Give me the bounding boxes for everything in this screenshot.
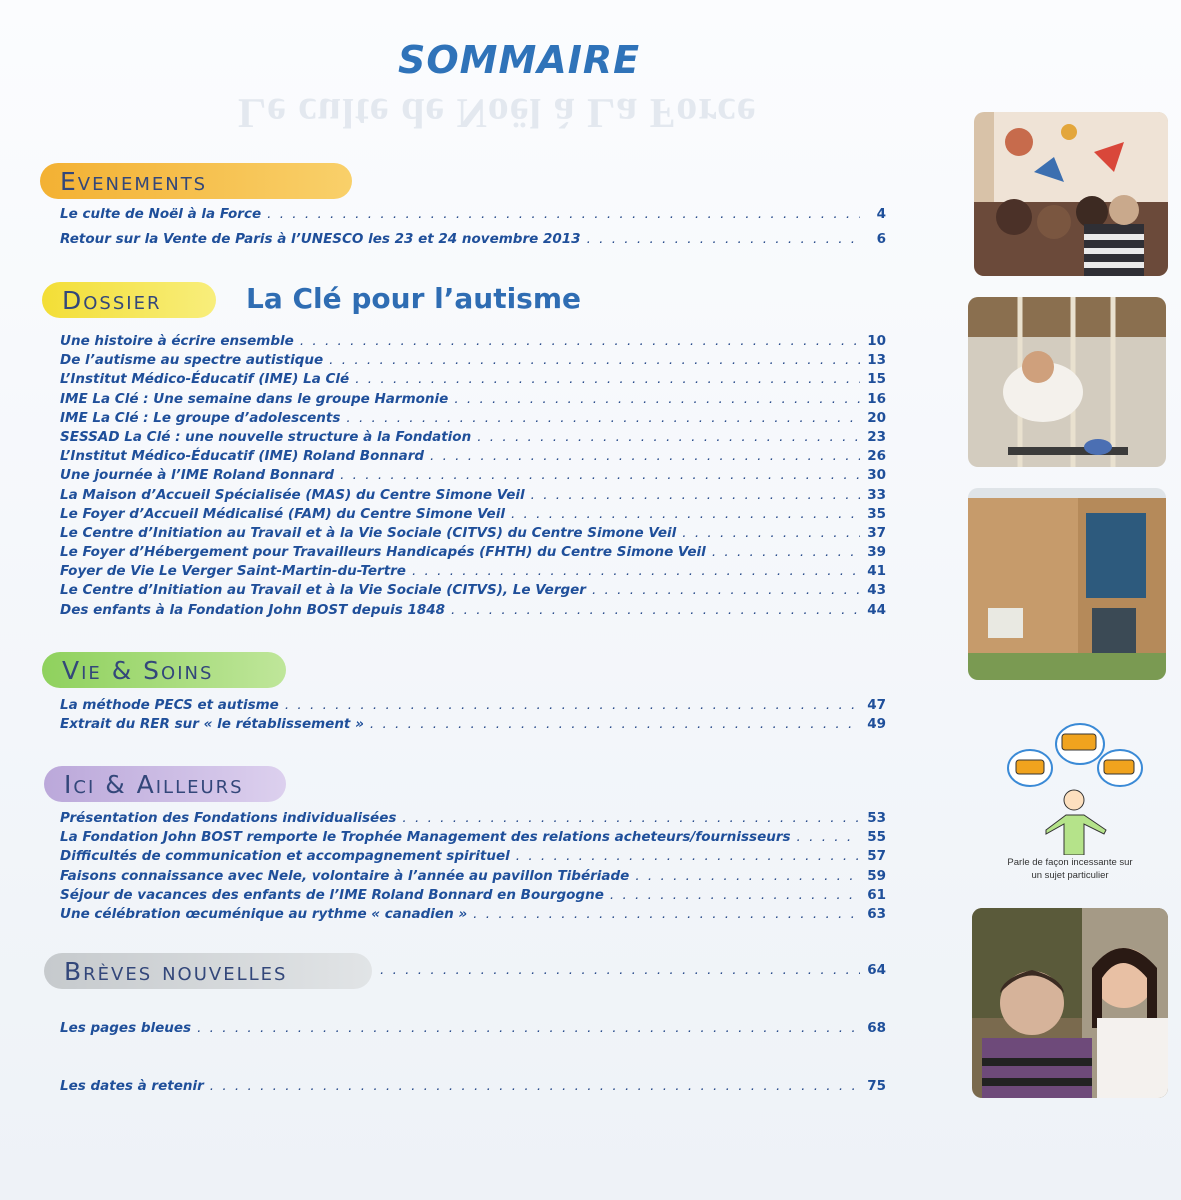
leader-dots bbox=[712, 544, 860, 560]
toc-page-number: 75 bbox=[867, 1078, 886, 1094]
leader-dots bbox=[402, 810, 860, 826]
toc-page-number: 68 bbox=[867, 1020, 886, 1036]
leader-dots bbox=[329, 352, 860, 368]
toc-page-number: 41 bbox=[867, 563, 886, 580]
photo-building bbox=[968, 488, 1166, 680]
toc-entry-title: Des enfants à la Fondation John BOST depuis 1848 bbox=[60, 601, 446, 618]
toc-entry-title: Les pages bleues bbox=[60, 1020, 192, 1036]
toc-entry-title: La Fondation John BOST remporte le Trophée Management des relations acheteurs/fournisseurs bbox=[60, 829, 791, 846]
toc-page-number: 10 bbox=[867, 333, 886, 349]
toc-page-number: 43 bbox=[867, 582, 886, 599]
toc-evenements bbox=[60, 206, 886, 250]
toc-row[interactable] bbox=[60, 906, 886, 925]
toc-row[interactable] bbox=[60, 410, 886, 429]
toc-row[interactable] bbox=[60, 602, 886, 621]
section-label: Brèves nouvelles bbox=[64, 956, 288, 986]
toc-entry-title: SESSAD La Clé : une nouvelle structure à la Fondation bbox=[60, 428, 472, 445]
leader-dots bbox=[587, 231, 860, 247]
toc-row[interactable] bbox=[60, 1020, 886, 1039]
show-through-text: Le culte de Noël à La Force bbox=[238, 89, 757, 135]
leader-dots bbox=[300, 333, 860, 349]
leader-dots bbox=[477, 429, 860, 445]
section-label: Ici & Ailleurs bbox=[64, 769, 244, 799]
toc-entry-title: Faisons connaissance avec Nele, volontaire à l’année au pavillon Tibériade bbox=[60, 867, 630, 884]
toc-page-number: 49 bbox=[867, 716, 886, 733]
toc-page-number: 15 bbox=[867, 371, 886, 388]
toc-entry-title: Le culte de Noël à la Force bbox=[60, 206, 262, 222]
toc-page-number: 35 bbox=[867, 505, 886, 522]
toc-page-number: 59 bbox=[867, 867, 886, 884]
toc-row[interactable] bbox=[60, 429, 886, 448]
toc-row[interactable] bbox=[60, 206, 886, 225]
section-header-vie-soins bbox=[42, 652, 286, 688]
leader-dots bbox=[511, 506, 860, 522]
toc-row[interactable] bbox=[60, 582, 886, 601]
toc-row[interactable] bbox=[60, 333, 886, 352]
toc-page-number: 47 bbox=[867, 697, 886, 713]
leader-dots bbox=[454, 391, 860, 407]
toc-row[interactable] bbox=[60, 467, 886, 486]
toc-row[interactable] bbox=[60, 716, 886, 735]
leader-dots bbox=[473, 906, 860, 922]
toc-row[interactable] bbox=[60, 371, 886, 390]
toc-entry-title: Retour sur la Vente de Paris à l’UNESCO les 23 et 24 novembre 2013 bbox=[60, 231, 581, 248]
toc-page-number: 61 bbox=[867, 886, 886, 903]
toc-page-number: 30 bbox=[867, 467, 886, 484]
toc-row[interactable] bbox=[60, 448, 886, 467]
toc-entry-title: Foyer de Vie Le Verger Saint-Martin-du-Tertre bbox=[60, 563, 406, 580]
toc-page-number: 63 bbox=[867, 905, 886, 922]
toc-page-number: 33 bbox=[867, 486, 886, 503]
leader-dots bbox=[516, 848, 860, 864]
section-label: Dossier bbox=[62, 285, 162, 315]
page-title: SOMMAIRE bbox=[398, 38, 641, 82]
toc-entry-title: IME La Clé : Une semaine dans le groupe Harmonie bbox=[60, 390, 449, 407]
toc-page-number: 13 bbox=[867, 352, 886, 369]
section-label: Vie & Soins bbox=[62, 655, 214, 685]
toc-entry-title: Le Centre d’Initiation au Travail et à la Vie Sociale (CITVS), Le Verger bbox=[60, 582, 586, 599]
toc-page-number: 4 bbox=[876, 206, 886, 222]
toc-entry-title: Le Centre d’Initiation au Travail et à la Vie Sociale (CITVS) du Centre Simone Veil bbox=[60, 524, 677, 541]
leader-dots bbox=[531, 487, 860, 503]
toc-entry-title: Le Foyer d’Hébergement pour Travailleurs Handicapés (FHTH) du Centre Simone Veil bbox=[60, 544, 706, 561]
toc-page-number: 53 bbox=[867, 810, 886, 826]
toc-entry-title: Une journée à l’IME Roland Bonnard bbox=[60, 467, 335, 484]
photo-christmas-service bbox=[974, 112, 1168, 276]
leader-dots bbox=[346, 410, 860, 426]
toc-breves bbox=[380, 962, 886, 981]
toc-vie-soins bbox=[60, 697, 886, 735]
leader-dots bbox=[451, 602, 860, 618]
toc-page-number: 64 bbox=[867, 962, 886, 978]
photo-swing bbox=[968, 297, 1166, 467]
toc-row[interactable] bbox=[60, 352, 886, 371]
toc-entry-title: Les dates à retenir bbox=[60, 1078, 204, 1094]
toc-entry-title: Difficultés de communication et accompagnement spirituel bbox=[60, 848, 510, 865]
section-header-evenements bbox=[40, 163, 352, 199]
toc-page-number: 55 bbox=[867, 829, 886, 846]
toc-entry-title: La méthode PECS et autisme bbox=[60, 697, 279, 713]
section-header-dossier bbox=[42, 282, 216, 318]
toc-page-number: 57 bbox=[867, 848, 886, 865]
dossier-subtitle: La Clé pour l’autisme bbox=[246, 282, 582, 315]
section-header-ici-ailleurs bbox=[44, 766, 286, 802]
toc-row[interactable] bbox=[60, 887, 886, 906]
toc-row[interactable] bbox=[380, 962, 886, 981]
toc-row[interactable] bbox=[60, 563, 886, 582]
toc-row[interactable] bbox=[60, 697, 886, 716]
leader-dots bbox=[412, 563, 860, 579]
leader-dots bbox=[380, 962, 860, 978]
toc-row[interactable] bbox=[60, 848, 886, 867]
toc-page-number: 16 bbox=[867, 390, 886, 407]
photo-two-women bbox=[972, 908, 1168, 1098]
toc-row[interactable] bbox=[60, 1078, 886, 1097]
toc-page-number: 26 bbox=[867, 448, 886, 465]
toc-entry-title: Une célébration œcuménique au rythme « canadien » bbox=[60, 905, 468, 922]
leader-dots bbox=[267, 206, 860, 222]
toc-row[interactable] bbox=[60, 810, 886, 829]
toc-page-number: 23 bbox=[867, 428, 886, 445]
leader-dots bbox=[197, 1020, 860, 1036]
pictogram-caption: Parle de façon incessante sur un sujet particulier bbox=[1007, 857, 1133, 881]
toc-dates bbox=[60, 1078, 886, 1097]
leader-dots bbox=[797, 829, 860, 845]
leader-dots bbox=[370, 716, 860, 732]
toc-row[interactable] bbox=[60, 506, 886, 525]
toc-row[interactable] bbox=[60, 525, 886, 544]
toc-entry-title: Une histoire à écrire ensemble bbox=[60, 333, 294, 349]
toc-row[interactable] bbox=[60, 829, 886, 848]
toc-row[interactable] bbox=[60, 391, 886, 410]
toc-page-number: 39 bbox=[867, 544, 886, 561]
toc-entry-title: Le Foyer d’Accueil Médicalisé (FAM) du Centre Simone Veil bbox=[60, 505, 505, 522]
toc-page-number: 6 bbox=[876, 231, 886, 248]
leader-dots bbox=[430, 448, 860, 464]
pictogram-talking-person bbox=[1006, 720, 1146, 855]
leader-dots bbox=[682, 525, 860, 541]
toc-page-number: 44 bbox=[867, 601, 886, 618]
leader-dots bbox=[340, 467, 860, 483]
toc-dossier bbox=[60, 333, 886, 621]
toc-entry-title: L’Institut Médico-Éducatif (IME) La Clé bbox=[60, 371, 350, 388]
leader-dots bbox=[592, 582, 860, 598]
toc-ici-ailleurs bbox=[60, 810, 886, 925]
toc-entry-title: Séjour de vacances des enfants de l’IME Roland Bonnard en Bourgogne bbox=[60, 886, 604, 903]
toc-row[interactable] bbox=[60, 487, 886, 506]
toc-row[interactable] bbox=[60, 868, 886, 887]
leader-dots bbox=[210, 1078, 860, 1094]
toc-row[interactable] bbox=[60, 544, 886, 563]
toc-page-number: 37 bbox=[867, 524, 886, 541]
toc-entry-title: IME La Clé : Le groupe d’adolescents bbox=[60, 409, 341, 426]
leader-dots bbox=[285, 697, 860, 713]
toc-entry-title: De l’autisme au spectre autistique bbox=[60, 352, 324, 369]
toc-page-number: 20 bbox=[867, 409, 886, 426]
leader-dots bbox=[355, 371, 860, 387]
toc-entry-title: Extrait du RER sur « le rétablissement » bbox=[60, 716, 364, 733]
leader-dots bbox=[635, 868, 860, 884]
toc-row[interactable] bbox=[60, 231, 886, 250]
section-label: Evenements bbox=[60, 166, 208, 196]
toc-entry-title: Présentation des Fondations individualisées bbox=[60, 810, 397, 826]
section-header-breves bbox=[44, 953, 372, 989]
toc-entry-title: La Maison d’Accueil Spécialisée (MAS) du Centre Simone Veil bbox=[60, 486, 525, 503]
toc-pages-bleues bbox=[60, 1020, 886, 1039]
toc-entry-title: L’Institut Médico-Éducatif (IME) Roland Bonnard bbox=[60, 448, 425, 465]
leader-dots bbox=[610, 887, 860, 903]
